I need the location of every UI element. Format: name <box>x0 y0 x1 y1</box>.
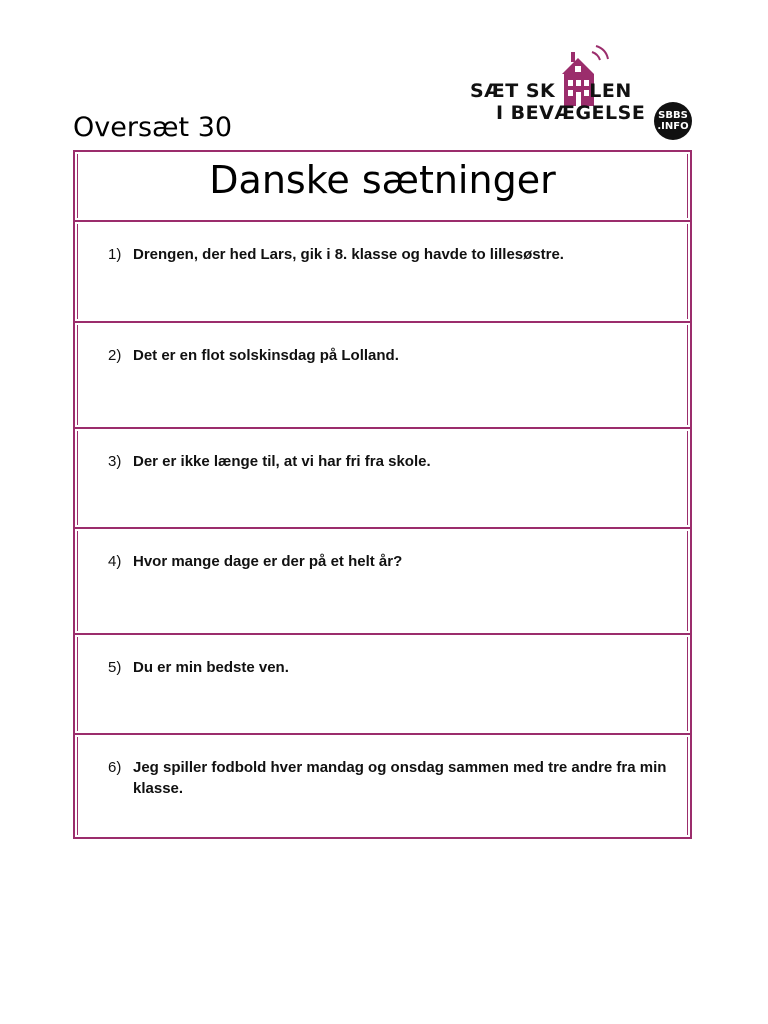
sentence-item <box>108 657 673 678</box>
item-text: Du er min bedste ven. <box>133 659 289 676</box>
sentence-item <box>108 345 673 366</box>
worksheet-title: Danske sætninger <box>209 158 556 202</box>
item-number: 4) <box>108 553 122 570</box>
table-row <box>75 323 690 429</box>
logo-text-line1 <box>470 80 632 102</box>
item-number: 3) <box>108 453 122 470</box>
table-row <box>75 429 690 529</box>
sentence-item <box>108 244 673 265</box>
title-row <box>75 152 690 222</box>
logo-text-right: LEN <box>589 80 632 102</box>
badge-top-text: SBBS <box>658 110 688 121</box>
item-text: Det er en flot solskinsdag på Lolland. <box>133 347 399 364</box>
logo-text-line2: I BEVÆGELSE <box>496 102 646 124</box>
school-logo <box>466 42 696 142</box>
sbbs-badge <box>654 102 692 140</box>
item-number: 1) <box>108 246 122 263</box>
item-number: 5) <box>108 659 122 676</box>
table-row <box>75 735 690 837</box>
badge-bottom-text: .INFO <box>657 121 689 132</box>
sentence-item <box>108 551 673 572</box>
item-number: 2) <box>108 347 122 364</box>
table-row <box>75 529 690 635</box>
sentence-item <box>108 451 673 472</box>
item-text: Der er ikke længe til, at vi har fri fra skole. <box>133 453 431 470</box>
logo-text-left: SÆT SK <box>470 80 556 102</box>
table-row <box>75 635 690 735</box>
table-row <box>75 222 690 323</box>
sentence-item <box>108 757 673 799</box>
item-text: Hvor mange dage er der på et helt år? <box>133 553 403 570</box>
item-number: 6) <box>108 759 122 776</box>
page-subtitle: Oversæt 30 <box>73 112 233 143</box>
worksheet-table <box>73 150 692 839</box>
item-text: Drengen, der hed Lars, gik i 8. klasse og havde to lillesøstre. <box>133 246 564 263</box>
item-text: Jeg spiller fodbold hver mandag og onsdag sammen med tre andre fra min klasse. <box>133 759 667 797</box>
